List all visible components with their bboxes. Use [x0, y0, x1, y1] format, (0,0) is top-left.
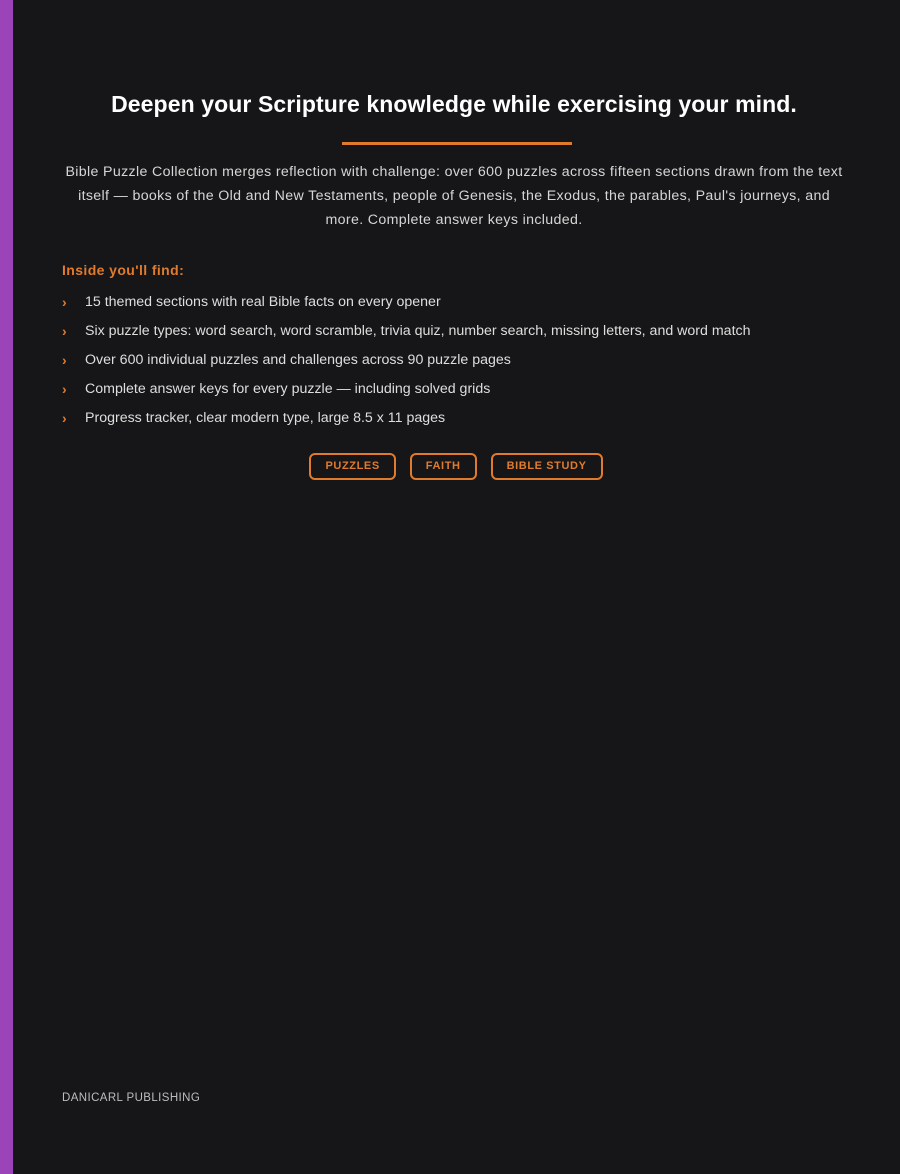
features-heading: Inside you'll find: [62, 262, 185, 278]
feature-item-text: Six puzzle types: word search, word scramble, trivia quiz, number search, missing letters, and word match [85, 323, 751, 339]
feature-item-text: Progress tracker, clear modern type, large 8.5 x 11 pages [85, 410, 446, 426]
chevron-right-icon: › [62, 323, 67, 339]
tag-bible-study: BIBLE STUDY [491, 453, 603, 480]
feature-item [62, 377, 846, 406]
feature-item [62, 406, 846, 435]
feature-item [62, 319, 846, 348]
page-headline: Deepen your Scripture knowledge while exercising your mind. [111, 91, 797, 117]
feature-item [62, 348, 846, 377]
left-accent-bar [0, 0, 13, 1174]
chevron-right-icon: › [62, 381, 67, 397]
chevron-right-icon: › [62, 294, 67, 310]
chevron-right-icon: › [62, 352, 67, 368]
feature-item-text: Complete answer keys for every puzzle — including solved grids [85, 381, 491, 397]
tag-list [62, 453, 846, 480]
chevron-right-icon: › [62, 410, 67, 426]
feature-item-text: Over 600 individual puzzles and challenges across 90 puzzle pages [85, 352, 511, 368]
tag-faith: FAITH [410, 453, 477, 480]
feature-item [62, 290, 846, 319]
publisher-name: DANICARL PUBLISHING [62, 1092, 201, 1104]
book-description: Bible Puzzle Collection merges reflection with challenge: over 600 puzzles across fifteen sections drawn from the text itself — books of the Old and New Testaments, people of Genesis, the Exodus, the parables, Paul's journeys, and more. Complete answer keys included. [65, 164, 843, 228]
feature-list [62, 290, 846, 435]
headline-divider [342, 142, 572, 145]
tag-puzzles: PUZZLES [309, 453, 395, 480]
feature-item-text: 15 themed sections with real Bible facts on every opener [85, 294, 441, 310]
